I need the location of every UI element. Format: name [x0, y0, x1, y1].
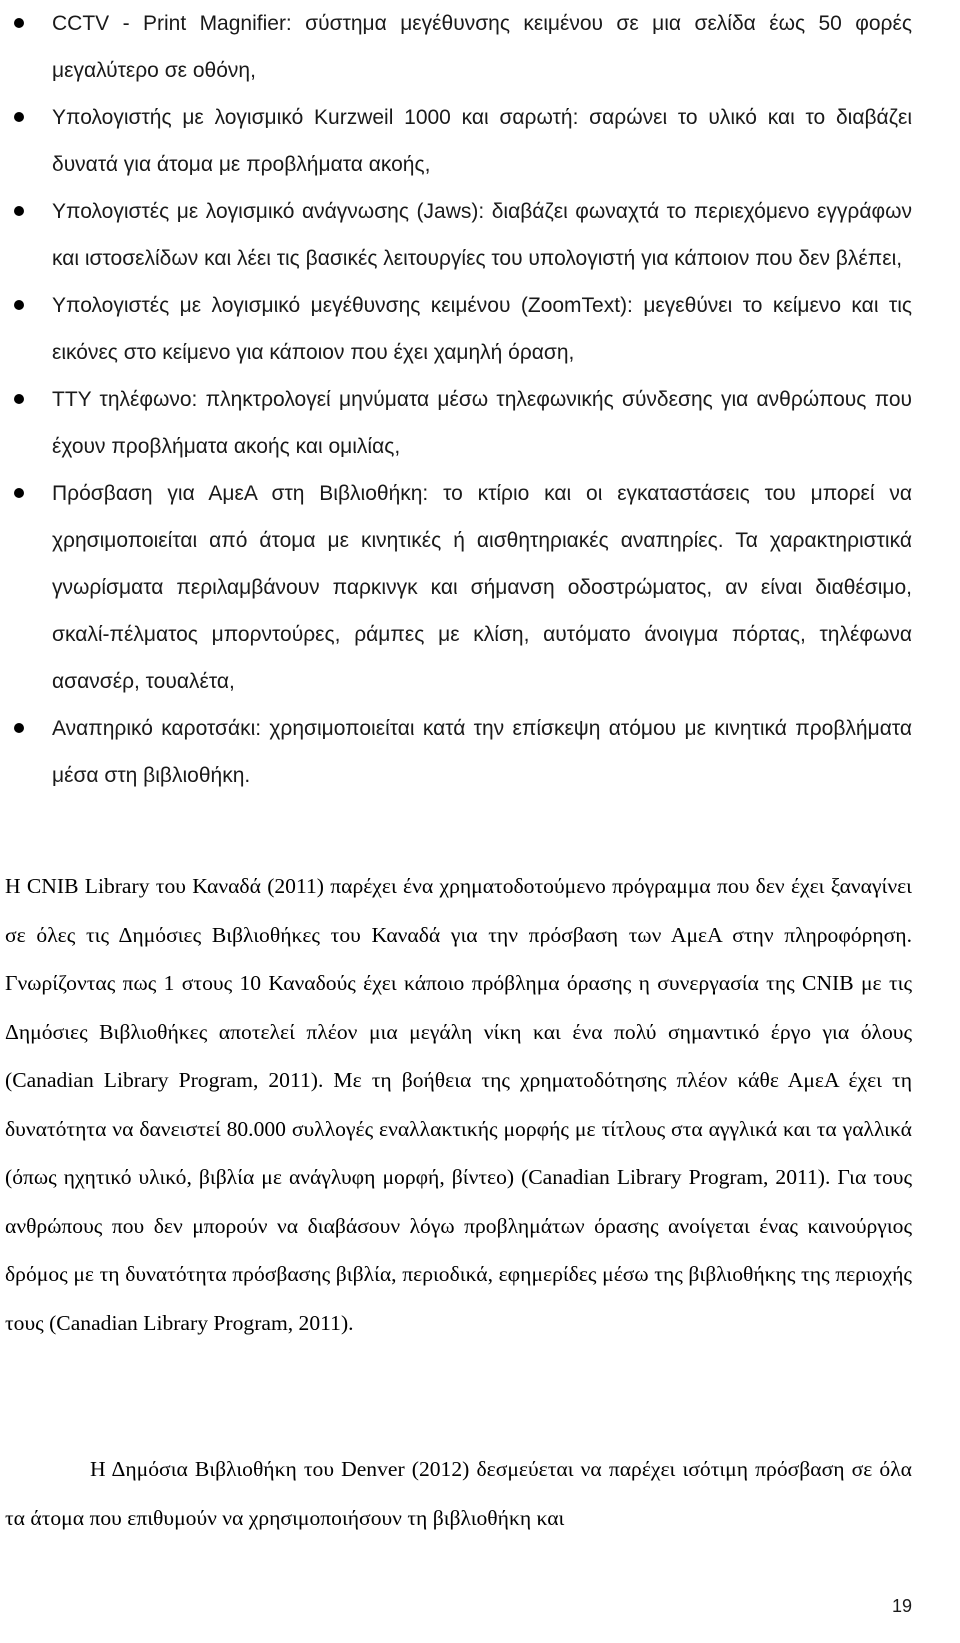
services-bullet-list	[0, 0, 960, 799]
bullet-text: Υπολογιστές με λογισμικό μεγέθυνσης κειμένου (ZoomText): μεγεθύνει το κείμενο και τις εικόνες στο κείμενο για κάποιον που έχει χαμηλή όραση,	[52, 294, 912, 364]
bullet-point-icon	[14, 394, 24, 404]
bullet-item-wheelchair	[0, 705, 912, 799]
bullet-text: Υπολογιστές με λογισμικό ανάγνωσης (Jaws): διαβάζει φωναχτά το περιεχόμενο εγγράφων και ιστοσελίδων και λέει τις βασικές λειτουργίες του υπολογιστή για κάποιον που δεν βλέπει,	[52, 200, 912, 270]
paragraph-denver: Η Δημόσια Βιβλιοθήκη του Denver (2012) δεσμεύεται να παρέχει ισότιμη πρόσβαση σε όλα τα άτομα που επιθυμούν να χρησιμοποιήσουν τη βιβλιοθήκη και	[5, 1457, 912, 1530]
bullet-point-icon	[14, 488, 24, 498]
paragraph-cnib: Η CNIB Library του Καναδά (2011) παρέχει ένα χρηματοδοτούμενο πρόγραμμα που δεν έχει ξαναγίνει σε όλες τις Δημόσιες Βιβλιοθήκες του Καναδά για την πρόσβαση των ΑμεΑ στην πληροφόρηση. Γνωρίζοντας πως 1 στους 10 Καναδούς έχει κάποιο πρόβλημα όρασης η συνεργασία της CNIB με τις Δημόσιες Βιβλιοθήκες αποτελεί πλέον μια μεγάλη νίκη και ένα πολύ σημαντικό έργο για όλους (Canadian Library Program, 2011). Με τη βοήθεια της χρηματοδότησης πλέον κάθε ΑμεΑ έχει τη δυνατότητα να δανειστεί 80.000 συλλογές εναλλακτικής μορφής με τίτλους στα αγγλικά και τα γαλλικά (όπως ηχητικό υλικό, βιβλία με ανάγλυφη μορφή, βίντεο) (Canadian Library Program, 2011). Για τους ανθρώπους που δεν μπορούν να διαβάσουν λόγω προβλημάτων όρασης ανοίγεται ένας καινούργιος δρόμος με τη δυνατότητα πρόσβασης βιβλία, περιοδικά, εφημερίδες μέσω της βιβλιοθήκης της περιοχής τους (Canadian Library Program, 2011).	[5, 874, 912, 1335]
bullet-text: Πρόσβαση για ΑμεΑ στη Βιβλιοθήκη: το κτίριο και οι εγκαταστάσεις του μπορεί να χρησιμοποιείται από άτομα με κινητικές ή αισθητηριακές αναπηρίες. Τα χαρακτηριστικά γνωρίσματα περιλαμβάνουν παρκινγκ και σήμανση οδοστρώματος, αν είναι διαθέσιμο, σκαλί-πέλματος μπορντούρες, ράμπες με κλίση, αυτόματο άνοιγμα πόρτας, τηλέφωνα ασανσέρ, τουαλέτα,	[52, 482, 912, 693]
page-number: 19	[891, 1596, 912, 1616]
bullet-item-zoomtext	[0, 282, 912, 376]
bullet-item-jaws	[0, 188, 912, 282]
bullet-item-cctv	[0, 0, 912, 94]
bullet-point-icon	[14, 18, 24, 28]
bullet-item-access	[0, 470, 912, 705]
bullet-text: TTY τηλέφωνο: πληκτρολογεί μηνύματα μέσω τηλεφωνικής σύνδεσης για ανθρώπους που έχουν προβλήματα ακοής και ομιλίας,	[52, 388, 912, 458]
bullet-text: Αναπηρικό καροτσάκι: χρησιμοποιείται κατά την επίσκεψη ατόμου με κινητικά προβλήματα μέσα στη βιβλιοθήκη.	[52, 717, 912, 787]
bullet-point-icon	[14, 112, 24, 122]
bullet-point-icon	[14, 206, 24, 216]
bullet-text: CCTV - Print Magnifier: σύστημα μεγέθυνσης κειμένου σε μια σελίδα έως 50 φορές μεγαλύτερο σε οθόνη,	[52, 12, 912, 82]
bullet-point-icon	[14, 300, 24, 310]
bullet-item-tty	[0, 376, 912, 470]
bullet-item-kurzweil	[0, 94, 912, 188]
bullet-point-icon	[14, 723, 24, 733]
bullet-text: Υπολογιστής με λογισμικό Kurzweil 1000 και σαρωτή: σαρώνει το υλικό και το διαβάζει δυνατά για άτομα με προβλήματα ακοής,	[52, 106, 912, 176]
